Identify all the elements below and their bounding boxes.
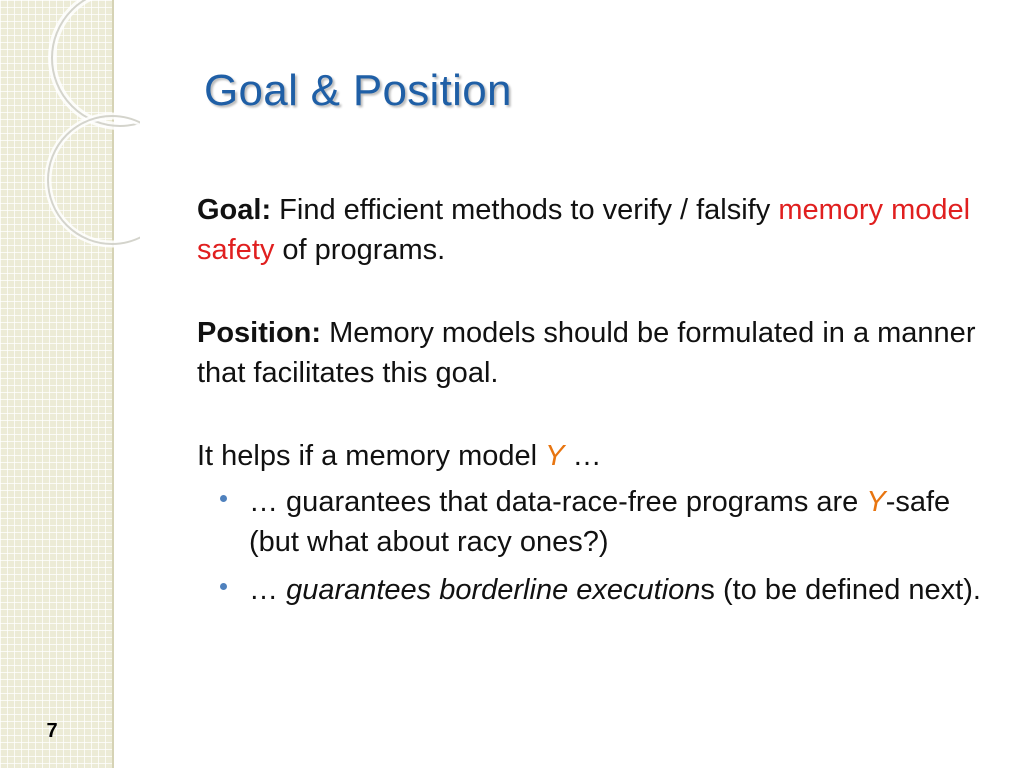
position-label: Position: xyxy=(197,317,322,349)
bullet-text: … guarantees that data-race-free programs are xyxy=(249,486,867,518)
goal-paragraph xyxy=(197,190,987,270)
helps-paragraph xyxy=(197,436,987,476)
bullet-prefix: … xyxy=(249,574,287,606)
bullet-suffix: s (to be defined next). xyxy=(700,574,981,606)
bullet-variable: Y xyxy=(866,486,886,518)
bullet-list xyxy=(197,482,987,610)
bullet-italic-text: guarantees borderline execution xyxy=(286,574,701,606)
slide-title: Goal & Position xyxy=(204,66,512,115)
helps-ellipsis: … xyxy=(564,440,602,472)
bullet-dot-icon xyxy=(220,495,227,502)
slide-body xyxy=(197,190,987,618)
position-text: Memory models should be formulated in a manner that facilitates this goal. xyxy=(197,317,976,389)
goal-label: Goal: xyxy=(197,194,272,226)
goal-highlight: memory model safety xyxy=(197,194,971,266)
helps-text: It helps if a memory model xyxy=(197,440,546,472)
position-paragraph xyxy=(197,313,987,393)
slide-number: 7 xyxy=(46,720,58,742)
model-variable: Y xyxy=(545,440,565,472)
goal-text-end: of programs. xyxy=(274,234,446,266)
goal-text: Find efficient methods to verify / falsify xyxy=(271,194,779,226)
bullet-text-end: -safe (but what about racy ones?) xyxy=(249,486,951,558)
bullet-dot-icon xyxy=(220,583,227,590)
list-item xyxy=(197,482,987,562)
list-item xyxy=(197,570,987,610)
decorative-sidebar xyxy=(0,0,114,768)
